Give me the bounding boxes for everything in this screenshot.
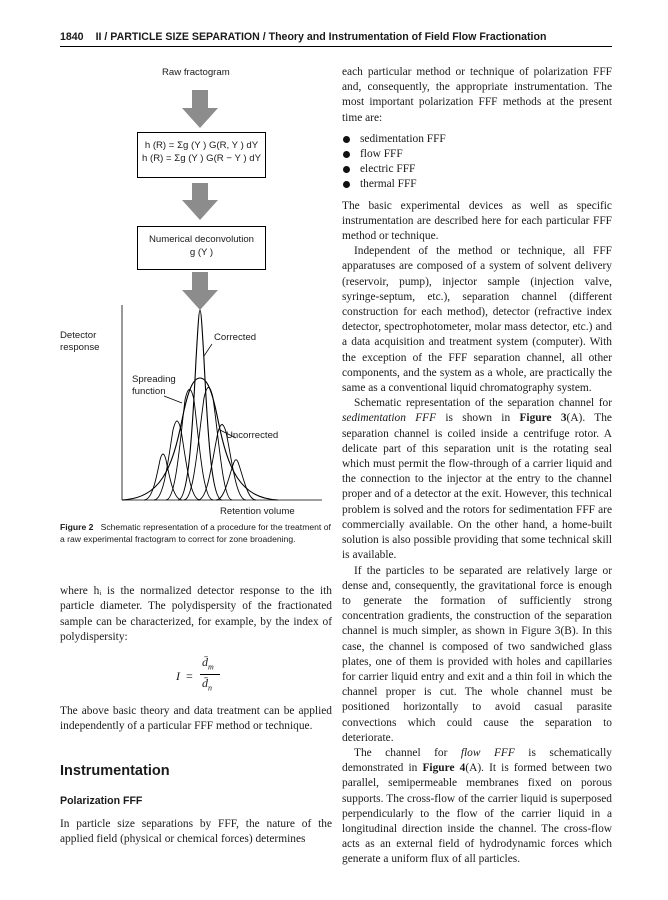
running-title: II / PARTICLE SIZE SEPARATION / Theory and Instrumentation of Field Flow Fractionation (95, 31, 547, 43)
y-axis-label: Detector response (60, 330, 100, 353)
deconvolution-func: g (Y ) (189, 247, 214, 258)
figure-drawing (60, 60, 332, 520)
fraction-bar (200, 674, 220, 675)
formula-numerator: $d̄_m$ (202, 655, 214, 672)
right-para-6: The channel for flow FFF is schematically demonstrated in Figure 4(A). It is formed between two parallel, semipermeable membranes fixed on porous supports. The cross-flow of the carrier liquid is superposed perpendicularly to the flow of the carrier liquid in a longitudinal direction inside the channel. The cross-flow acts as an external field of hydrodynamic forces which generate a uniform flux of all particles. (342, 746, 613, 866)
right-column (342, 65, 612, 868)
list-item: thermal FFF (342, 177, 612, 192)
equation-1: h (R) = Σg (Y ) G(R, Y ) dY (144, 140, 259, 151)
x-axis-label: Retention volume (220, 506, 295, 517)
spreading-peak-2 (154, 421, 200, 500)
section-heading-instrumentation: Instrumentation (60, 763, 170, 779)
spreading-function-label: Spreading function (132, 374, 176, 397)
list-item: flow FFF (342, 147, 612, 162)
formula-denominator: $d̄_n$ (202, 676, 212, 693)
right-para-1: each particular method or technique of polarization FFF and, consequently, the appropriate instrumentation. The most important polarization FFF methods at the present time are: (342, 66, 612, 124)
leader-corrected (204, 344, 212, 356)
bullet-icon (343, 181, 350, 188)
formula-lhs: I (176, 669, 180, 683)
list-item: electric FFF (342, 162, 612, 177)
header-rule (60, 46, 612, 47)
left-para-1: where hᵢ is the normalized detector response to the ith particle diameter. The polydispersity of the fractionated sample can be characterized, for example, by the index of polydispersity: (60, 585, 332, 643)
bullet-icon (343, 136, 350, 143)
figure-2 (60, 60, 332, 520)
caption-text: Schematic representation of a procedure for the treatment of a raw experimental fractogram to correct for zone broadening. (60, 522, 331, 544)
flow-arrow-3 (182, 272, 218, 310)
right-para-3: Independent of the method or technique, all FFF apparatuses are composed of a system of solvent delivery (reservoir, pump), injector sample (injection valve, syringe-septum, etc.), separation channel (different construction for each method), detector (refractive index detector, spectrophotometer, molar mass detector, etc.) and a data acquisition and treatment system (computer). With the exception of the FFF separation channel, all other components, and the system as a whole, are practically the same as a conventional liquid chromatography system. (342, 245, 612, 395)
formula-equals: = (186, 669, 193, 683)
uncorrected-label: Uncorrected (226, 430, 279, 441)
list-item: sedimentation FFF (342, 132, 612, 147)
equation-2: h (R) = Σg (Y ) G(R − Y ) dY (142, 153, 261, 164)
running-header (60, 31, 612, 45)
fff-methods-list (342, 132, 612, 193)
raw-fractogram-label: Raw fractogram (162, 67, 230, 78)
subsection-heading-polarization: Polarization FFF (60, 795, 143, 807)
deconvolution-title: Numerical deconvolution (148, 234, 255, 245)
flow-arrow-2 (182, 183, 218, 220)
flow-arrow-1 (182, 90, 218, 128)
right-para-5: If the particles to be separated are relatively large or dense and, consequently, the gravitational force is enough to generate the formation of sufficiently strong concentration gradients, the construction of the separation channel is much simpler, as shown in Figure 3(B). In this case, the channel is composed of two sandwiched glass plates, one of them is provided with holes and capillaries for carrier liquid entry and exit and a thin foil in which the channel proper is cut. The whole channel must be positioned horizontally to avoid casual parasite convections which could cause the separation to deteriorate. (342, 564, 612, 744)
deconvolution-box (137, 226, 266, 270)
bullet-icon (343, 166, 350, 173)
corrected-label: Corrected (214, 332, 257, 343)
spreading-peak-3 (166, 390, 213, 501)
right-para-2: The basic experimental devices as well as specific instrumentation are described here for each particular FFF method or technique. (342, 199, 612, 243)
convolution-equations-box (137, 132, 266, 178)
left-para-3: In particle size separations by FFF, the nature of the applied field (physical or chemical forces) determines (60, 818, 332, 846)
left-para-2: The above basic theory and data treatment can be applied independently of a particular FFF method or technique. (60, 705, 332, 733)
right-para-4: Schematic representation of the separation channel for sedimentation FFF is shown in Figure 3(A). The separation channel is coiled inside a centrifuge rotor. A delicate part of this separation unit is the rotating seal which must permit the flow-through of a carrier liquid and the connection to the injector at the entry to the channel proper and of a detector at the exit. However, this technical problem is solved and the rotors for sedimentation FFF are commercially available. On the other hand, a home-built solution is also possible providing that some technical skill is available. (342, 397, 612, 562)
bullet-icon (343, 151, 350, 158)
page-number: 1840 (60, 31, 84, 43)
figure-caption (60, 522, 332, 545)
polydispersity-formula (60, 655, 332, 699)
caption-label: Figure 2 (60, 522, 94, 532)
